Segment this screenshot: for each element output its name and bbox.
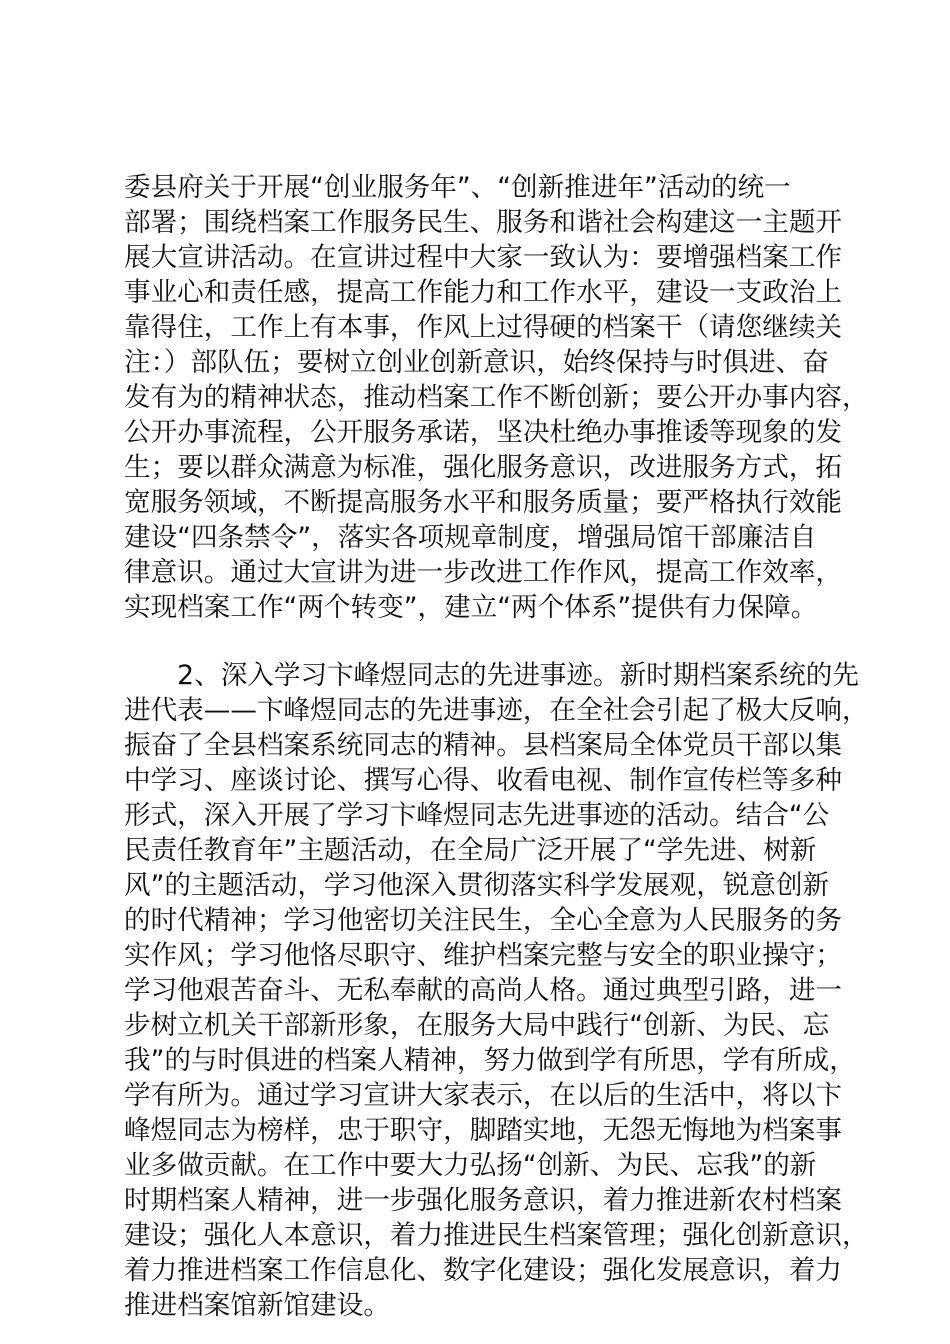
text-line: 学习他艰苦奋斗、无私奉献的高尚人格。通过典型引路，进一 xyxy=(124,975,843,1006)
text-line: 业多做贡献。在工作中要大力弘扬“创新、为民、忘我”的新 xyxy=(124,1150,817,1181)
text-line: 民责任教育年”主题活动，在全局广泛开展了“学先进、树新 xyxy=(124,835,817,866)
text-line: 建设“四条禁令”，落实各项规章制度，增强局馆干部廉洁自 xyxy=(124,522,817,553)
text-line: 生；要以群众满意为标准，强化服务意识，改进服务方式，拓 xyxy=(124,452,843,483)
text-line: 形式，深入开展了学习卞峰煜同志先进事迹的活动。结合“公 xyxy=(124,800,830,831)
text-line: 靠得住，工作上有本事，作风上过得硬的档案干（请您继续关 xyxy=(124,312,843,343)
text-line: 我”的与时俱进的档案人精神，努力做到学有所思，学有所成， xyxy=(124,1045,856,1076)
text-line: 风”的主题活动，学习他深入贯彻落实科学发展观，锐意创新 xyxy=(124,870,830,901)
text-line: 公开办事流程，公开服务承诺，坚决杜绝办事推诿等现象的发 xyxy=(124,417,843,448)
text-line: 着力推进档案工作信息化、数字化建设；强化发展意识，着力 xyxy=(124,1255,843,1286)
text-line: 步树立机关干部新形象，在服务大局中践行“创新、为民、忘 xyxy=(124,1010,830,1041)
text-line: 实现档案工作“两个转变”，建立“两个体系”提供有力保障。 xyxy=(124,592,818,623)
text-line: 事业心和责任感，提高工作能力和工作水平，建设一支政治上 xyxy=(124,277,843,308)
text-line: 建设；强化人本意识，着力推进民生档案管理；强化创新意识， xyxy=(124,1220,869,1251)
text-line: 中学习、座谈讨论、撰写心得、收看电视、制作宣传栏等多种 xyxy=(124,765,843,796)
text-line: 2、深入学习卞峰煜同志的先进事迹。新时期档案系统的先 xyxy=(124,660,859,691)
text-line: 委县府关于开展“创业服务年”、“创新推进年”活动的统一 xyxy=(124,172,791,203)
text-line: 进代表——卞峰煜同志的先进事迹，在全社会引起了极大反响， xyxy=(124,695,869,726)
text-line: 学有所为。通过学习宣讲大家表示，在以后的生活中，将以卞 xyxy=(124,1080,843,1111)
text-line: 的时代精神；学习他密切关注民生，全心全意为人民服务的务 xyxy=(124,905,843,936)
text-line: 部署；围绕档案工作服务民生、服务和谐社会构建这一主题开 xyxy=(124,207,843,238)
text-line: 振奋了全县档案系统同志的精神。县档案局全体党员干部以集 xyxy=(124,730,843,761)
text-line: 时期档案人精神，进一步强化服务意识，着力推进新农村档案 xyxy=(124,1185,843,1216)
text-line: 实作风；学习他恪尽职守、维护档案完整与安全的职业操守； xyxy=(124,940,843,971)
text-line: 展大宣讲活动。在宣讲过程中大家一致认为：要增强档案工作 xyxy=(124,242,843,273)
text-line: 峰煜同志为榜样，忠于职守，脚踏实地，无怨无悔地为档案事 xyxy=(124,1115,843,1146)
text-line: 发有为的精神状态，推动档案工作不断创新；要公开办事内容， xyxy=(124,382,869,413)
text-line: 推进档案馆新馆建设。 xyxy=(124,1290,390,1321)
text-line: 宽服务领域，不断提高服务水平和服务质量；要严格执行效能 xyxy=(124,487,843,518)
text-line: 律意识。通过大宣讲为进一步改进工作作风，提高工作效率， xyxy=(124,557,843,588)
text-line: 注：）部队伍；要树立创业创新意识，始终保持与时俱进、奋 xyxy=(124,347,829,378)
